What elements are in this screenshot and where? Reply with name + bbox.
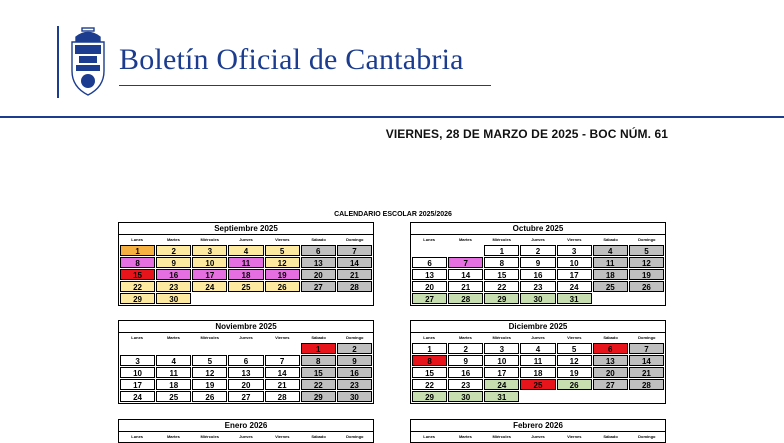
- day-cell: 5: [557, 343, 592, 354]
- day-cell: 23: [520, 281, 555, 292]
- weekday-label: Jueves: [531, 237, 545, 242]
- weekday-label: Martes: [166, 434, 180, 439]
- day-cell: 20: [593, 367, 628, 378]
- day-cell: 1: [120, 245, 155, 256]
- day-cell: 19: [557, 367, 592, 378]
- day-cell: 9: [448, 355, 483, 366]
- day-cell: 10: [120, 367, 155, 378]
- weekday-label: Sábado: [603, 335, 618, 340]
- weekday-header: [411, 235, 665, 245]
- day-cell: 24: [192, 281, 227, 292]
- day-cell: [228, 343, 263, 354]
- day-cell: 3: [120, 355, 155, 366]
- day-cell: 14: [337, 257, 372, 268]
- weekday-label: Miércoles: [492, 434, 511, 439]
- day-cell: 5: [629, 245, 664, 256]
- month-name: Noviembre 2025: [119, 321, 373, 333]
- month-block: [118, 222, 374, 306]
- day-cell: 9: [337, 355, 372, 366]
- day-cell: 17: [557, 269, 592, 280]
- month-block: [118, 419, 374, 443]
- day-cell: 18: [593, 269, 628, 280]
- day-cell: 15: [412, 367, 447, 378]
- day-cell: 12: [629, 257, 664, 268]
- day-cell: 28: [337, 281, 372, 292]
- day-cell: 16: [156, 269, 191, 280]
- day-cell: 10: [557, 257, 592, 268]
- weekday-label: Jueves: [239, 434, 253, 439]
- day-cell: [520, 391, 555, 402]
- weekday-label: Viernes: [275, 434, 290, 439]
- day-cell: 4: [156, 355, 191, 366]
- day-cell: 27: [593, 379, 628, 390]
- day-cell: 21: [337, 269, 372, 280]
- day-cell: [156, 343, 191, 354]
- day-cell: 30: [156, 293, 191, 304]
- day-cell: [120, 343, 155, 354]
- day-cell: 9: [156, 257, 191, 268]
- weekday-label: Lunes: [131, 434, 144, 439]
- day-cell: 29: [412, 391, 447, 402]
- day-cell: 15: [120, 269, 155, 280]
- day-cell: 22: [484, 281, 519, 292]
- weekday-header: [119, 235, 373, 245]
- day-cell: 16: [448, 367, 483, 378]
- day-cell: 27: [228, 391, 263, 402]
- day-cell: 22: [120, 281, 155, 292]
- day-cell: 19: [629, 269, 664, 280]
- day-cell: 21: [629, 367, 664, 378]
- day-cell: 10: [484, 355, 519, 366]
- day-cell: 12: [192, 367, 227, 378]
- weekday-label: Jueves: [239, 335, 253, 340]
- day-cell: 6: [301, 245, 336, 256]
- day-cell: 28: [265, 391, 300, 402]
- month-block: [410, 222, 666, 306]
- month-block: [410, 419, 666, 443]
- month-block: [410, 320, 666, 404]
- day-cell: 13: [412, 269, 447, 280]
- day-cell: [557, 391, 592, 402]
- day-cell: [593, 293, 628, 304]
- day-cell: 29: [484, 293, 519, 304]
- weekday-label: Miércoles: [492, 335, 511, 340]
- weekday-label: Domingo: [638, 237, 656, 242]
- day-cell: 3: [484, 343, 519, 354]
- day-cell: 23: [448, 379, 483, 390]
- weekday-label: Jueves: [531, 335, 545, 340]
- day-cell: [593, 391, 628, 402]
- weekday-label: Miércoles: [200, 237, 219, 242]
- day-cell: 14: [265, 367, 300, 378]
- calendar-title: CALENDARIO ESCOLAR 2025/2026: [334, 211, 452, 218]
- day-cell: 5: [192, 355, 227, 366]
- header-separator: [0, 116, 784, 118]
- issue-dateline: VIERNES, 28 DE MARZO DE 2025 - BOC NÚM. 61: [385, 127, 668, 141]
- day-cell: 30: [448, 391, 483, 402]
- day-cell: 3: [557, 245, 592, 256]
- day-cell: 6: [412, 257, 447, 268]
- day-cell: 19: [192, 379, 227, 390]
- weekday-label: Domingo: [346, 335, 364, 340]
- month-name: Septiembre 2025: [119, 223, 373, 235]
- weekday-label: Domingo: [638, 434, 656, 439]
- day-cell: 25: [156, 391, 191, 402]
- day-cell: 5: [265, 245, 300, 256]
- weekday-label: Lunes: [131, 237, 144, 242]
- day-cell: 11: [156, 367, 191, 378]
- weekday-label: Viernes: [567, 434, 582, 439]
- day-cell: 1: [484, 245, 519, 256]
- weekday-header: [411, 333, 665, 343]
- day-cell: 8: [412, 355, 447, 366]
- day-cell: 7: [448, 257, 483, 268]
- day-cell: 13: [228, 367, 263, 378]
- day-cell: 26: [557, 379, 592, 390]
- weekday-label: Martes: [166, 237, 180, 242]
- day-cell: 8: [301, 355, 336, 366]
- month-name: Febrero 2026: [411, 420, 665, 432]
- day-cell: 6: [228, 355, 263, 366]
- day-cell: 14: [629, 355, 664, 366]
- day-cell: 24: [557, 281, 592, 292]
- weekday-label: Jueves: [239, 237, 253, 242]
- day-cell: 21: [265, 379, 300, 390]
- day-cell: 6: [593, 343, 628, 354]
- day-cell: 18: [156, 379, 191, 390]
- weekday-label: Sábado: [311, 434, 326, 439]
- weekday-label: Viernes: [567, 237, 582, 242]
- day-cell: 30: [337, 391, 372, 402]
- day-cell: 8: [484, 257, 519, 268]
- day-cell: 15: [301, 367, 336, 378]
- day-cell: [192, 343, 227, 354]
- title-underline: [119, 85, 491, 86]
- weekday-label: Sábado: [311, 237, 326, 242]
- day-cell: [228, 293, 263, 304]
- day-cell: 26: [629, 281, 664, 292]
- day-cell: 2: [156, 245, 191, 256]
- day-cell: 11: [520, 355, 555, 366]
- day-cell: 24: [484, 379, 519, 390]
- day-cell: [629, 391, 664, 402]
- day-cell: 2: [520, 245, 555, 256]
- weekday-label: Jueves: [531, 434, 545, 439]
- weekday-label: Domingo: [346, 434, 364, 439]
- day-cell: 22: [412, 379, 447, 390]
- day-cell: 27: [412, 293, 447, 304]
- weekday-header: [119, 333, 373, 343]
- day-cell: 4: [593, 245, 628, 256]
- day-cell: 31: [484, 391, 519, 402]
- day-cell: 25: [593, 281, 628, 292]
- weekday-label: Sábado: [603, 434, 618, 439]
- day-cell: 11: [228, 257, 263, 268]
- day-cell: 14: [448, 269, 483, 280]
- day-cell: 7: [265, 355, 300, 366]
- day-cell: 26: [192, 391, 227, 402]
- day-cell: [192, 293, 227, 304]
- day-cell: [412, 245, 447, 256]
- day-cell: 16: [520, 269, 555, 280]
- day-cell: 25: [228, 281, 263, 292]
- day-cell: 15: [484, 269, 519, 280]
- day-cell: 7: [337, 245, 372, 256]
- weekday-label: Viernes: [275, 237, 290, 242]
- weekday-label: Martes: [166, 335, 180, 340]
- day-cell: 13: [301, 257, 336, 268]
- day-cell: 23: [337, 379, 372, 390]
- day-cell: 8: [120, 257, 155, 268]
- day-cell: 24: [120, 391, 155, 402]
- weekday-label: Martes: [458, 335, 472, 340]
- publication-title: Boletín Oficial de Cantabria: [119, 43, 464, 76]
- day-cell: 1: [301, 343, 336, 354]
- weekday-label: Domingo: [346, 237, 364, 242]
- day-cell: 31: [557, 293, 592, 304]
- day-cell: [337, 293, 372, 304]
- day-cell: 2: [337, 343, 372, 354]
- day-cell: 26: [265, 281, 300, 292]
- day-cell: 1: [412, 343, 447, 354]
- days-grid: [411, 245, 665, 305]
- weekday-label: Miércoles: [492, 237, 511, 242]
- weekday-label: Lunes: [423, 237, 436, 242]
- weekday-label: Sábado: [603, 237, 618, 242]
- cantabria-coat-of-arms-icon: [66, 27, 110, 99]
- day-cell: 4: [520, 343, 555, 354]
- day-cell: 22: [301, 379, 336, 390]
- day-cell: 19: [265, 269, 300, 280]
- weekday-label: Viernes: [275, 335, 290, 340]
- day-cell: 12: [557, 355, 592, 366]
- day-cell: 23: [156, 281, 191, 292]
- day-cell: 17: [192, 269, 227, 280]
- day-cell: 16: [337, 367, 372, 378]
- day-cell: [301, 293, 336, 304]
- weekday-label: Sábado: [311, 335, 326, 340]
- day-cell: 20: [412, 281, 447, 292]
- days-grid: [411, 343, 665, 403]
- days-grid: [119, 245, 373, 305]
- day-cell: 9: [520, 257, 555, 268]
- day-cell: [265, 343, 300, 354]
- day-cell: 18: [520, 367, 555, 378]
- weekday-label: Martes: [458, 434, 472, 439]
- weekday-label: Miércoles: [200, 335, 219, 340]
- weekday-label: Lunes: [423, 434, 436, 439]
- month-name: Diciembre 2025: [411, 321, 665, 333]
- day-cell: 21: [448, 281, 483, 292]
- day-cell: [629, 293, 664, 304]
- weekday-label: Domingo: [638, 335, 656, 340]
- day-cell: 30: [520, 293, 555, 304]
- month-name: Octubre 2025: [411, 223, 665, 235]
- day-cell: 25: [520, 379, 555, 390]
- day-cell: 29: [301, 391, 336, 402]
- weekday-label: Lunes: [131, 335, 144, 340]
- day-cell: 28: [448, 293, 483, 304]
- day-cell: 11: [593, 257, 628, 268]
- logo-rule: [57, 26, 59, 98]
- day-cell: 13: [593, 355, 628, 366]
- weekday-label: Miércoles: [200, 434, 219, 439]
- day-cell: 10: [192, 257, 227, 268]
- month-block: [118, 320, 374, 404]
- weekday-label: Viernes: [567, 335, 582, 340]
- day-cell: 18: [228, 269, 263, 280]
- weekday-label: Martes: [458, 237, 472, 242]
- day-cell: 27: [301, 281, 336, 292]
- month-name: Enero 2026: [119, 420, 373, 432]
- day-cell: 20: [301, 269, 336, 280]
- day-cell: 28: [629, 379, 664, 390]
- day-cell: 29: [120, 293, 155, 304]
- day-cell: 2: [448, 343, 483, 354]
- day-cell: 12: [265, 257, 300, 268]
- day-cell: 17: [484, 367, 519, 378]
- days-grid: [119, 343, 373, 403]
- day-cell: [265, 293, 300, 304]
- day-cell: [448, 245, 483, 256]
- day-cell: 4: [228, 245, 263, 256]
- day-cell: 3: [192, 245, 227, 256]
- weekday-label: Lunes: [423, 335, 436, 340]
- day-cell: 7: [629, 343, 664, 354]
- day-cell: 20: [228, 379, 263, 390]
- day-cell: 17: [120, 379, 155, 390]
